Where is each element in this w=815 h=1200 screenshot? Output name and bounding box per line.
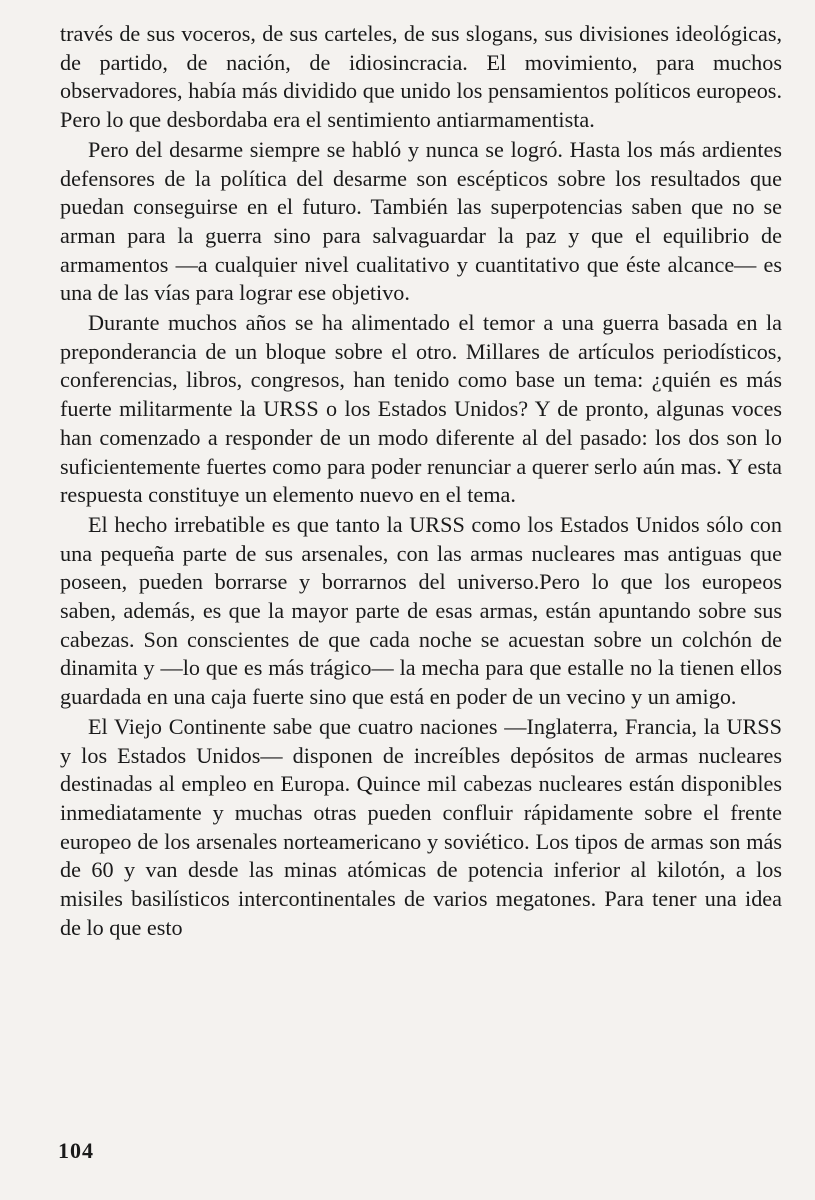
paragraph-3: Durante muchos años se ha alimentado el temor a una guerra basada en la preponderancia de un bloque sobre el otro. Millares de artículos periodísticos, conferencias, libros, congresos, han tenido como base un tema: ¿quién es más fuerte militarmente la URSS o los Estados Unidos? Y de pronto, algunas voces han comenzado a responder de un modo diferente al del pasado: los dos son lo suficientemente fuertes como para poder renunciar a querer serlo aún mas. Y esta respuesta constituye un elemento nuevo en el tema. bbox=[60, 310, 782, 508]
paragraph-2: Pero del desarme siempre se habló y nunca se logró. Hasta los más ardientes defensores de la política del desarme son escépticos sobre los resultados que puedan conseguirse en el futuro. También las superpotencias saben que no se arman para la guerra sino para salvaguardar la paz y que el equilibrio de armamentos —a cualquier nivel cualitativo y cuantitativo que éste alcance— es una de las vías para lograr ese objetivo. bbox=[60, 136, 782, 306]
page-body bbox=[60, 20, 782, 943]
paragraph-1: través de sus voceros, de sus carteles, de sus slogans, sus divisiones ideológicas, de partido, de nación, de idiosincracia. El movimiento, para muchos observadores, había más dividido que unido los pensamientos políticos europeos. Pero lo que desbordaba era el sentimiento antiarmamentista. bbox=[60, 21, 782, 133]
paragraph-5: El Viejo Continente sabe que cuatro naciones —Inglaterra, Francia, la URSS y los Estados Unidos— disponen de increíbles depósitos de armas nucleares destinadas al empleo en Europa. Quince mil cabezas nucleares están disponibles inmediatamente y muchas otras pueden confluir rápidamente sobre el frente europeo de los arsenales norteamericano y soviético. Los tipos de armas son más de 60 y van desde las minas atómicas de potencia inferior al kilotón, a los misiles basilísticos intercontinentales de varios megatones. Para tener una idea de lo que esto bbox=[60, 713, 782, 940]
paragraph-4: El hecho irrebatible es que tanto la URSS como los Estados Unidos sólo con una pequeña parte de sus arsenales, con las armas nucleares mas antiguas que poseen, pueden borrarse y borrarnos del universo.Pero lo que los europeos saben, además, es que la mayor parte de esas armas, están apuntando sobre sus cabezas. Son conscientes de que cada noche se acuestan sobre un colchón de dinamita y —lo que es más trágico— la mecha para que estalle no la tienen ellos guardada en una caja fuerte sino que está en poder de un vecino y un amigo. bbox=[60, 511, 782, 710]
page-number: 104 bbox=[58, 1138, 94, 1163]
